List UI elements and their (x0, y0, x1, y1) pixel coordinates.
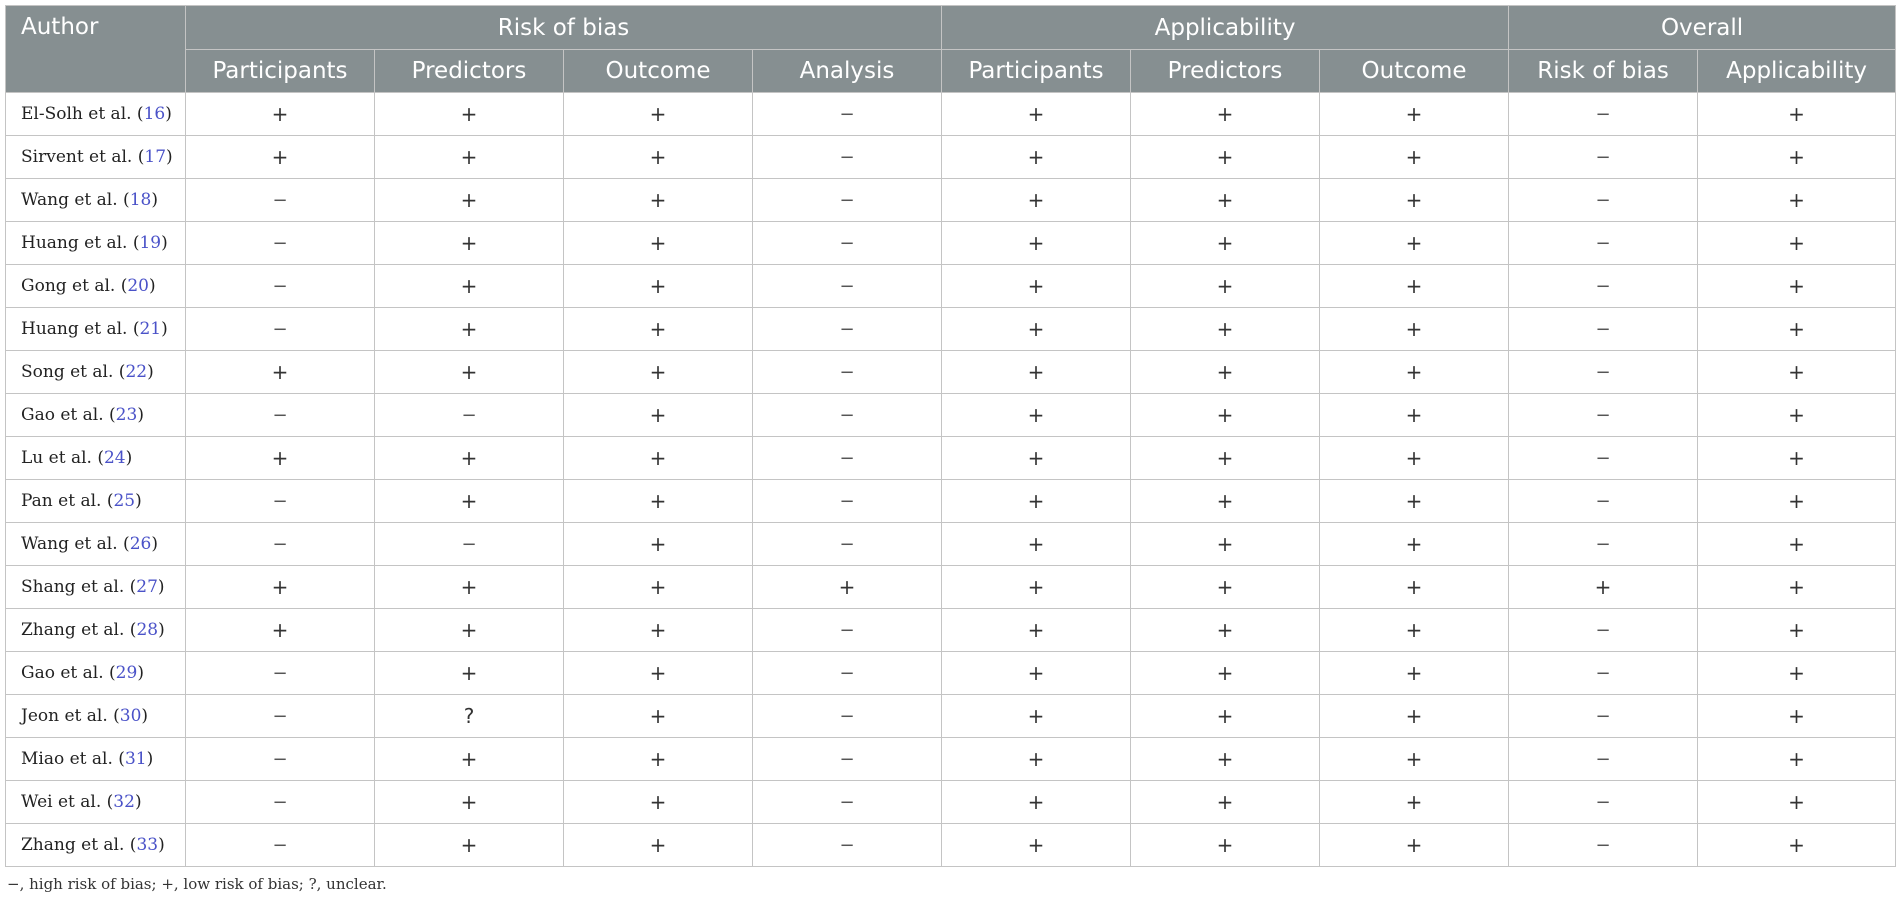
reference-close-paren: ) (147, 362, 154, 382)
author-name: Sirvent et al. ( (21, 147, 145, 167)
header-rob-predictors: Predictors (375, 50, 564, 93)
reference-link[interactable]: 20 (127, 276, 149, 296)
rating-cell: + (1131, 566, 1320, 609)
author-cell (6, 222, 186, 265)
rating-cell: − (1509, 437, 1698, 480)
header-rob-outcome: Outcome (564, 50, 753, 93)
rating-cell: + (1320, 179, 1509, 222)
rating-cell: − (753, 695, 942, 738)
rating-cell: + (564, 394, 753, 437)
rating-cell: − (1509, 179, 1698, 222)
rating-cell: + (1320, 566, 1509, 609)
rating-cell: + (564, 308, 753, 351)
rating-cell: + (1131, 738, 1320, 781)
rating-cell: − (375, 523, 564, 566)
rating-cell: + (564, 179, 753, 222)
rating-cell: − (753, 480, 942, 523)
rating-cell: − (753, 738, 942, 781)
rating-cell: − (186, 695, 375, 738)
rating-cell: − (1509, 695, 1698, 738)
reference-close-paren: ) (151, 534, 158, 554)
rating-cell: + (564, 824, 753, 867)
reference-link[interactable]: 30 (119, 706, 142, 726)
rating-cell: − (753, 265, 942, 308)
rating-cell: − (1509, 136, 1698, 179)
rating-cell: + (1131, 652, 1320, 695)
rating-cell: + (942, 265, 1131, 308)
author-name: Gao et al. ( (21, 405, 116, 425)
rating-cell: + (942, 351, 1131, 394)
rating-cell: + (375, 308, 564, 351)
table-row (6, 265, 1896, 308)
header-author: Author (6, 6, 186, 93)
author-name: Wang et al. ( (21, 534, 130, 554)
rating-cell: ? (375, 695, 564, 738)
rating-cell: + (1698, 566, 1896, 609)
rating-cell: − (1509, 308, 1698, 351)
reference-link[interactable]: 17 (144, 147, 167, 167)
rating-cell: − (753, 136, 942, 179)
rating-cell: − (186, 824, 375, 867)
rating-cell: + (186, 437, 375, 480)
rating-cell: − (753, 351, 942, 394)
rating-cell: + (375, 738, 564, 781)
rating-cell: + (186, 351, 375, 394)
rating-cell: − (753, 222, 942, 265)
rating-cell: + (1698, 781, 1896, 824)
header-app-participants: Participants (942, 50, 1131, 93)
header-rob-participants: Participants (186, 50, 375, 93)
rating-cell: + (1131, 609, 1320, 652)
rating-cell: + (375, 351, 564, 394)
rating-cell: + (1320, 652, 1509, 695)
author-name: Wei et al. ( (21, 792, 114, 812)
table-row (6, 824, 1896, 867)
rating-cell: − (375, 394, 564, 437)
author-cell (6, 351, 186, 394)
rating-cell: − (1509, 781, 1698, 824)
reference-close-paren: ) (149, 276, 156, 296)
rating-cell: + (564, 222, 753, 265)
rating-cell: + (186, 609, 375, 652)
reference-link[interactable]: 33 (136, 835, 159, 855)
rating-cell: + (564, 351, 753, 394)
author-cell (6, 308, 186, 351)
author-cell (6, 738, 186, 781)
reference-link[interactable]: 24 (103, 448, 126, 468)
rating-cell: − (1509, 523, 1698, 566)
rating-cell: + (1698, 265, 1896, 308)
reference-close-paren: ) (166, 147, 173, 167)
reference-link[interactable]: 31 (124, 749, 147, 769)
rating-cell: − (753, 394, 942, 437)
reference-close-paren: ) (161, 233, 168, 253)
rating-cell: − (753, 824, 942, 867)
rating-cell: − (186, 523, 375, 566)
rating-cell: + (564, 437, 753, 480)
rating-cell: + (1131, 222, 1320, 265)
table-row (6, 523, 1896, 566)
header-group-overall: Overall (1509, 6, 1896, 50)
reference-close-paren: ) (135, 491, 142, 511)
rating-cell: + (1320, 523, 1509, 566)
rating-cell: + (1698, 824, 1896, 867)
rating-cell: + (375, 480, 564, 523)
rating-cell: − (1509, 738, 1698, 781)
author-cell (6, 394, 186, 437)
table-row (6, 351, 1896, 394)
rating-cell: − (753, 437, 942, 480)
rating-cell: + (375, 179, 564, 222)
rating-cell: + (1131, 308, 1320, 351)
rating-cell: + (1131, 265, 1320, 308)
rating-cell: − (1509, 652, 1698, 695)
table-row (6, 480, 1896, 523)
rating-cell: − (186, 179, 375, 222)
rating-cell: + (564, 566, 753, 609)
rating-cell: + (1320, 437, 1509, 480)
rating-cell: + (942, 781, 1131, 824)
author-cell (6, 179, 186, 222)
table-row (6, 136, 1896, 179)
rating-cell: − (1509, 93, 1698, 136)
rating-cell: + (1320, 609, 1509, 652)
header-overall-risk-of-bias: Risk of bias (1509, 50, 1698, 93)
table-header (6, 6, 1896, 93)
author-cell (6, 652, 186, 695)
author-name: Zhang et al. ( (21, 620, 137, 640)
rating-cell: + (1698, 609, 1896, 652)
table-row (6, 609, 1896, 652)
author-cell (6, 93, 186, 136)
header-group-row (6, 6, 1896, 50)
rating-cell: + (1320, 781, 1509, 824)
table-row (6, 93, 1896, 136)
rating-cell: + (1698, 695, 1896, 738)
header-app-outcome: Outcome (1320, 50, 1509, 93)
author-name: Huang et al. ( (21, 319, 140, 339)
rating-cell: + (186, 566, 375, 609)
rating-cell: + (375, 824, 564, 867)
rating-cell: + (1698, 652, 1896, 695)
rating-cell: + (375, 222, 564, 265)
reference-close-paren: ) (125, 448, 133, 468)
rating-cell: + (1131, 93, 1320, 136)
reference-link[interactable]: 16 (143, 104, 166, 124)
author-cell (6, 480, 186, 523)
rating-cell: + (1698, 394, 1896, 437)
rating-cell: + (1320, 480, 1509, 523)
rating-cell: + (1131, 781, 1320, 824)
reference-close-paren: ) (165, 104, 172, 124)
rating-cell: − (186, 781, 375, 824)
rating-cell: + (375, 781, 564, 824)
author-name: Pan et al. ( (21, 491, 114, 511)
table-row (6, 394, 1896, 437)
rating-cell: − (186, 394, 375, 437)
rating-cell: + (1131, 179, 1320, 222)
rating-cell: + (1698, 523, 1896, 566)
rating-cell: + (1320, 738, 1509, 781)
rating-cell: + (186, 136, 375, 179)
rating-cell: − (186, 480, 375, 523)
rating-cell: − (1509, 222, 1698, 265)
rating-cell: + (1320, 93, 1509, 136)
rating-cell: + (1698, 738, 1896, 781)
rating-cell: + (942, 93, 1131, 136)
author-cell (6, 523, 186, 566)
rating-cell: − (753, 179, 942, 222)
rating-cell: + (1131, 437, 1320, 480)
author-name: El-Solh et al. ( (21, 104, 144, 124)
rating-cell: + (1698, 179, 1896, 222)
rating-cell: + (1698, 351, 1896, 394)
rating-cell: + (375, 437, 564, 480)
rating-cell: + (564, 93, 753, 136)
rating-cell: + (1131, 394, 1320, 437)
reference-link[interactable]: 18 (129, 190, 152, 210)
author-cell (6, 566, 186, 609)
rating-cell: + (942, 179, 1131, 222)
author-cell (6, 781, 186, 824)
author-name: Gao et al. ( (21, 663, 116, 683)
rating-cell: − (1509, 351, 1698, 394)
reference-close-paren: ) (137, 405, 144, 425)
author-name: Gong et al. ( (21, 276, 128, 296)
header-subcolumn-row (6, 50, 1896, 93)
rating-cell: + (942, 609, 1131, 652)
reference-close-paren: ) (134, 792, 142, 812)
reference-close-paren: ) (158, 835, 165, 855)
table-footnote: −, high risk of bias; +, low risk of bias; ?, unclear. (7, 875, 387, 893)
reference-link[interactable]: 29 (115, 663, 138, 683)
rating-cell: + (1131, 695, 1320, 738)
author-name: Song et al. ( (21, 362, 126, 382)
rating-cell: + (753, 566, 942, 609)
rating-cell: + (942, 308, 1131, 351)
rating-cell: + (942, 523, 1131, 566)
author-cell (6, 437, 186, 480)
header-rob-analysis: Analysis (753, 50, 942, 93)
reference-close-paren: ) (161, 319, 168, 339)
table-row (6, 308, 1896, 351)
reference-link[interactable]: 32 (113, 792, 135, 812)
rating-cell: − (753, 308, 942, 351)
reference-link[interactable]: 28 (136, 620, 159, 640)
rating-cell: + (942, 824, 1131, 867)
author-cell (6, 265, 186, 308)
rating-cell: + (942, 394, 1131, 437)
author-name: Zhang et al. ( (21, 835, 137, 855)
rating-cell: + (564, 265, 753, 308)
rating-cell: + (375, 265, 564, 308)
reference-link[interactable]: 19 (139, 233, 162, 253)
rating-cell: + (564, 480, 753, 523)
rating-cell: + (1131, 136, 1320, 179)
rating-cell: + (1131, 351, 1320, 394)
risk-of-bias-table (5, 5, 1896, 867)
rating-cell: − (753, 523, 942, 566)
rating-cell: + (942, 480, 1131, 523)
rating-cell: − (1509, 265, 1698, 308)
rating-cell: + (564, 738, 753, 781)
author-name: Shang et al. ( (21, 577, 137, 597)
reference-close-paren: ) (146, 749, 154, 769)
rating-cell: + (942, 136, 1131, 179)
rating-cell: + (375, 566, 564, 609)
rating-cell: + (942, 222, 1131, 265)
rating-cell: + (1320, 695, 1509, 738)
rating-cell: + (564, 781, 753, 824)
rating-cell: + (564, 136, 753, 179)
table-row (6, 222, 1896, 265)
rating-cell: − (753, 609, 942, 652)
rating-cell: + (942, 738, 1131, 781)
rating-cell: + (375, 136, 564, 179)
rating-cell: + (1320, 265, 1509, 308)
reference-close-paren: ) (157, 577, 165, 597)
reference-link[interactable]: 23 (115, 405, 138, 425)
author-name: Jeon et al. ( (21, 706, 120, 726)
table-row (6, 652, 1896, 695)
reference-close-paren: ) (137, 663, 144, 683)
rating-cell: + (564, 695, 753, 738)
rating-cell: + (1698, 136, 1896, 179)
reference-link[interactable]: 27 (136, 577, 158, 597)
reference-close-paren: ) (151, 190, 158, 210)
header-overall-applicability: Applicability (1698, 50, 1896, 93)
rating-cell: − (1509, 480, 1698, 523)
rating-cell: + (942, 566, 1131, 609)
rating-cell: + (1698, 93, 1896, 136)
author-cell (6, 695, 186, 738)
rating-cell: + (942, 695, 1131, 738)
rating-cell: + (1698, 308, 1896, 351)
author-cell (6, 136, 186, 179)
reference-link[interactable]: 21 (139, 319, 162, 339)
rating-cell: + (375, 609, 564, 652)
rating-cell: − (186, 738, 375, 781)
header-group-applicability: Applicability (942, 6, 1509, 50)
rating-cell: + (1320, 136, 1509, 179)
rating-cell: + (1131, 824, 1320, 867)
rating-cell: + (1698, 480, 1896, 523)
reference-close-paren: ) (158, 620, 165, 640)
rating-cell: + (942, 437, 1131, 480)
rating-cell: + (375, 93, 564, 136)
author-name: Huang et al. ( (21, 233, 140, 253)
rating-cell: − (1509, 394, 1698, 437)
table-container (5, 5, 1895, 893)
rating-cell: − (186, 265, 375, 308)
rating-cell: − (753, 93, 942, 136)
rating-cell: + (1131, 523, 1320, 566)
table-body (6, 93, 1896, 867)
rating-cell: − (186, 308, 375, 351)
rating-cell: + (1698, 222, 1896, 265)
table-row (6, 781, 1896, 824)
rating-cell: − (1509, 609, 1698, 652)
rating-cell: + (1698, 437, 1896, 480)
rating-cell: + (375, 652, 564, 695)
rating-cell: − (186, 222, 375, 265)
author-name: Lu et al. ( (21, 448, 104, 468)
table-row (6, 566, 1896, 609)
reference-close-paren: ) (141, 706, 149, 726)
table-row (6, 437, 1896, 480)
reference-link[interactable]: 25 (113, 491, 136, 511)
rating-cell: − (186, 652, 375, 695)
table-row (6, 695, 1896, 738)
table-row (6, 179, 1896, 222)
author-name: Miao et al. ( (21, 749, 125, 769)
rating-cell: + (942, 652, 1131, 695)
rating-cell: + (564, 652, 753, 695)
header-group-risk-of-bias: Risk of bias (186, 6, 942, 50)
rating-cell: + (1320, 308, 1509, 351)
author-cell (6, 609, 186, 652)
reference-link[interactable]: 26 (129, 534, 152, 554)
author-cell (6, 824, 186, 867)
table-row (6, 738, 1896, 781)
rating-cell: − (1509, 824, 1698, 867)
rating-cell: − (753, 781, 942, 824)
rating-cell: + (1320, 351, 1509, 394)
rating-cell: + (1320, 824, 1509, 867)
rating-cell: + (564, 609, 753, 652)
rating-cell: + (186, 93, 375, 136)
rating-cell: + (1509, 566, 1698, 609)
rating-cell: + (1131, 480, 1320, 523)
rating-cell: − (753, 652, 942, 695)
reference-link[interactable]: 22 (125, 362, 148, 382)
rating-cell: + (1320, 394, 1509, 437)
author-name: Wang et al. ( (21, 190, 130, 210)
header-app-predictors: Predictors (1131, 50, 1320, 93)
rating-cell: + (564, 523, 753, 566)
rating-cell: + (1320, 222, 1509, 265)
